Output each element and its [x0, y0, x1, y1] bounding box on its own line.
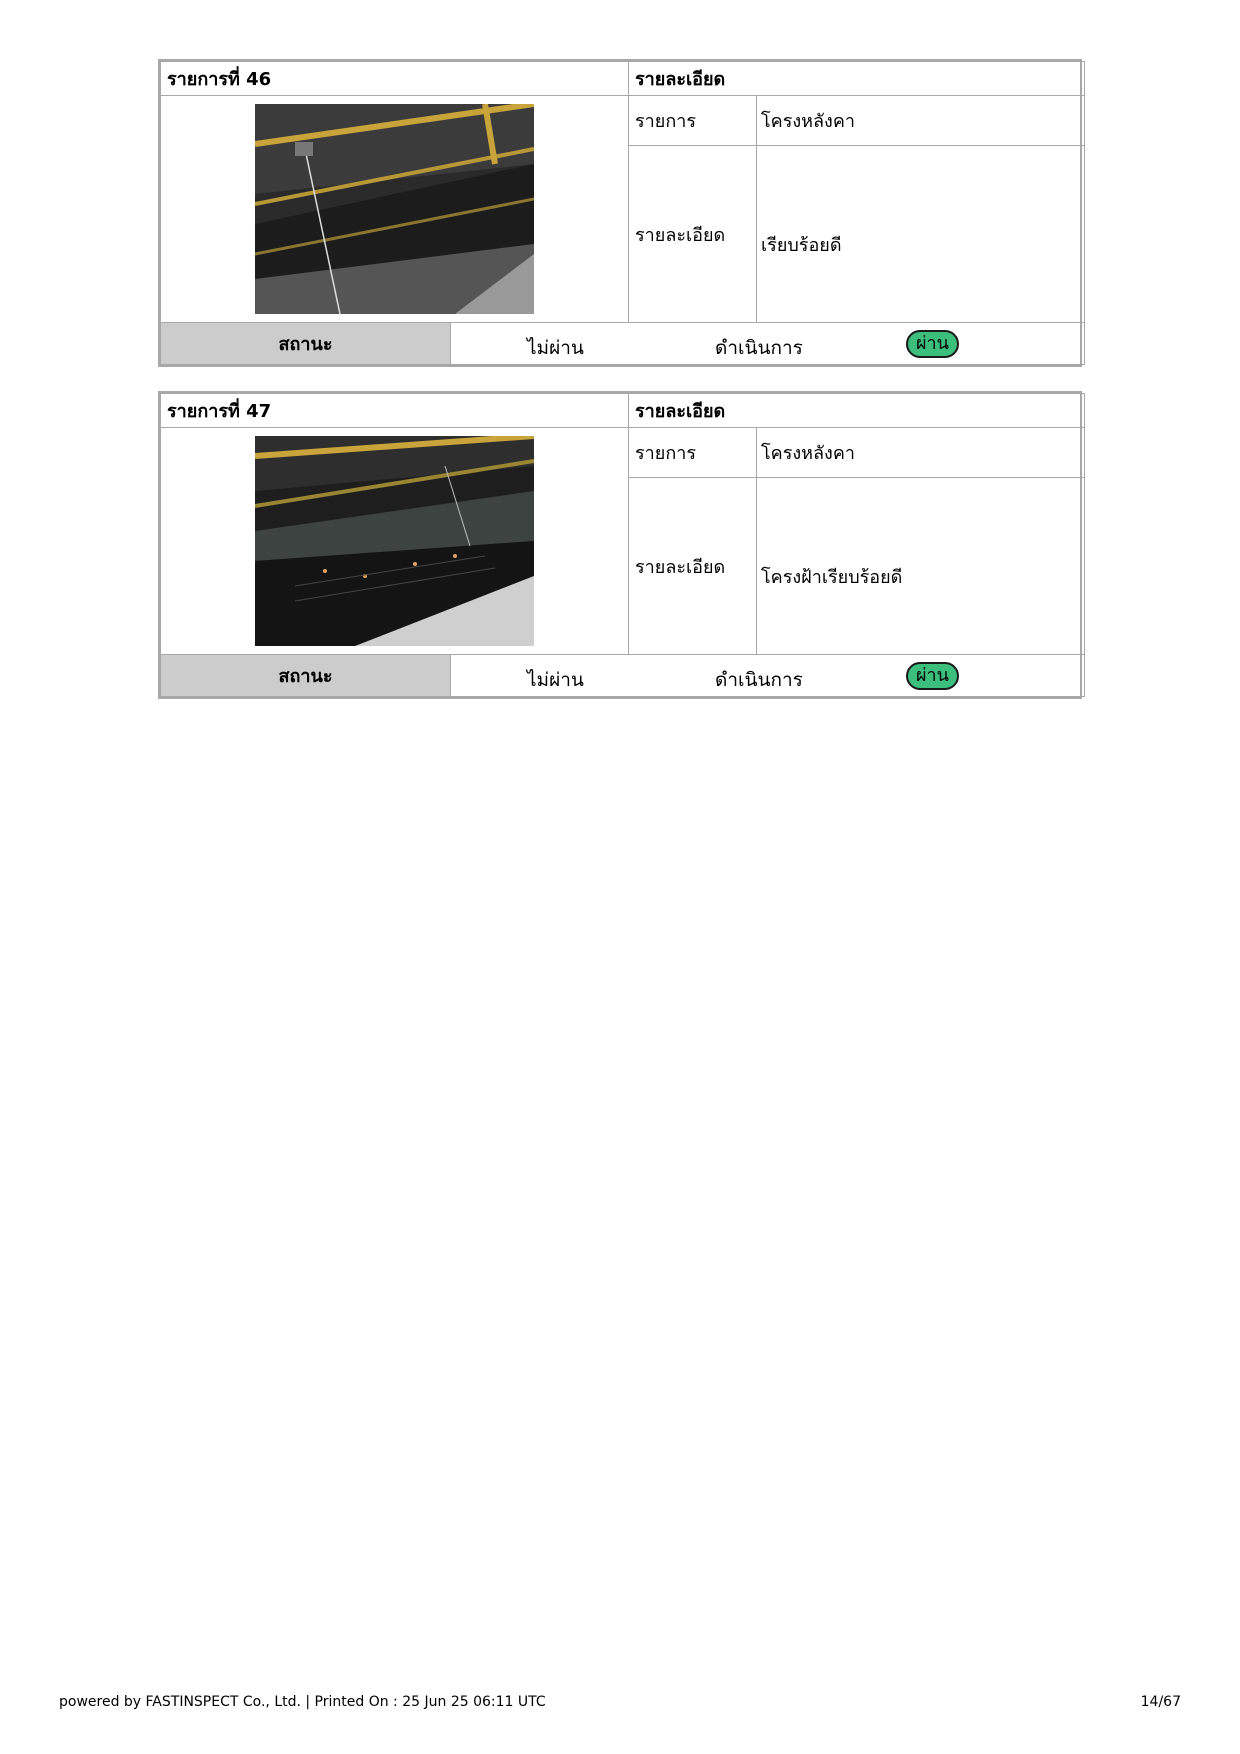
- item-label: รายการ: [629, 96, 757, 146]
- item-label: รายการ: [629, 428, 757, 478]
- detail-value: เรียบร้อยดี: [757, 146, 1085, 323]
- item-title: รายการที่ 46: [161, 62, 629, 96]
- detail-label: รายละเอียด: [629, 478, 757, 655]
- detail-header: รายละเอียด: [629, 62, 1085, 96]
- status-in-progress-option[interactable]: ดำเนินการ: [715, 337, 803, 359]
- inspection-photo: [255, 436, 534, 646]
- status-label: สถานะ: [161, 323, 451, 365]
- item-title: รายการที่ 47: [161, 394, 629, 428]
- photo-cell: [161, 428, 629, 655]
- status-label: สถานะ: [161, 655, 451, 697]
- item-value: โครงหลังคา: [757, 96, 1085, 146]
- inspection-photo: [255, 104, 534, 314]
- detail-header: รายละเอียด: [629, 394, 1085, 428]
- status-options: [451, 655, 1085, 697]
- status-pass-badge[interactable]: ผ่าน: [906, 330, 959, 358]
- item-value: โครงหลังคา: [757, 428, 1085, 478]
- inspection-card-46: [158, 59, 1082, 367]
- detail-value: โครงฝ้าเรียบร้อยดี: [757, 478, 1085, 655]
- status-options: [451, 323, 1085, 365]
- status-fail-option[interactable]: ไม่ผ่าน: [527, 669, 584, 691]
- inspection-card-47: [158, 391, 1082, 699]
- photo-cell: [161, 96, 629, 323]
- status-in-progress-option[interactable]: ดำเนินการ: [715, 669, 803, 691]
- status-pass-badge[interactable]: ผ่าน: [906, 662, 959, 690]
- detail-label: รายละเอียด: [629, 146, 757, 323]
- footer-credit: powered by FASTINSPECT Co., Ltd. | Printed On : 25 Jun 25 06:11 UTC: [59, 1694, 546, 1710]
- status-fail-option[interactable]: ไม่ผ่าน: [527, 337, 584, 359]
- page-number: 14/67: [1140, 1694, 1181, 1710]
